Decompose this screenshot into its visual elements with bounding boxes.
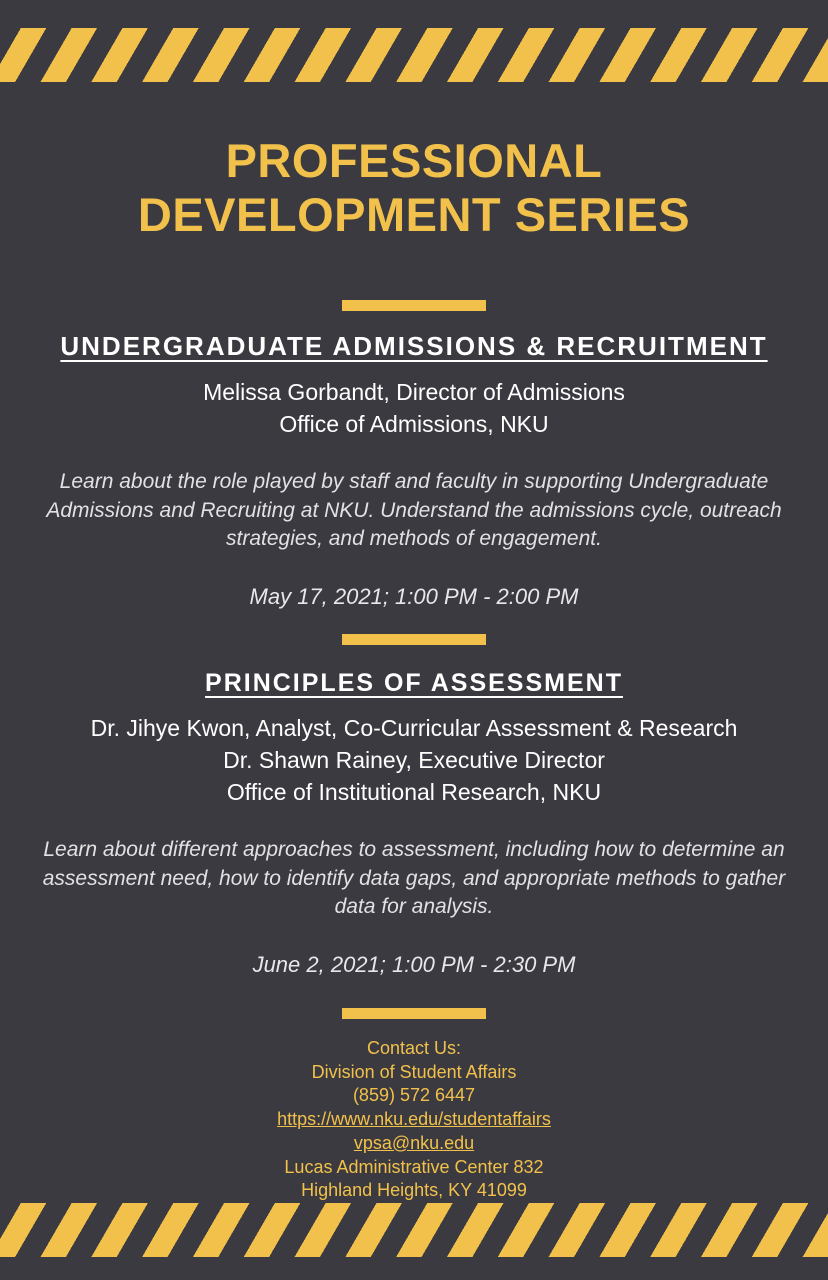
session-presenters bbox=[20, 712, 808, 809]
contact-address-line-2: Highland Heights, KY 41099 bbox=[301, 1180, 527, 1201]
contact-block bbox=[277, 1037, 551, 1203]
presenter-line: Dr. Shawn Rainey, Executive Director bbox=[223, 746, 605, 773]
session-principles-of-assessment bbox=[20, 669, 808, 978]
contact-division: Division of Student Affairs bbox=[311, 1061, 517, 1082]
contact-website-link[interactable]: https://www.nku.edu/studentaffairs bbox=[277, 1109, 551, 1130]
session-datetime: May 17, 2021; 1:00 PM - 2:00 PM bbox=[249, 583, 579, 609]
presenter-office-line: Office of Institutional Research, NKU bbox=[226, 778, 602, 805]
divider-one bbox=[342, 300, 486, 311]
session-description: Learn about the role played by staff and faculty in supporting Undergraduate Admissions and Recruiting at NKU. Understand the admissions cycle, outreach strategies, and methods of engagement. bbox=[46, 469, 782, 551]
session-description: Learn about different approaches to assessment, including how to determine an assessment need, how to identify data gaps, and appropriate methods to gather data for analysis. bbox=[42, 838, 786, 919]
decorative-stripe-bar-top bbox=[0, 28, 828, 82]
session-undergraduate-admissions bbox=[34, 331, 794, 610]
session-title: PRINCIPLES OF ASSESSMENT bbox=[205, 668, 623, 697]
divider-three bbox=[342, 1008, 486, 1019]
session-title: UNDERGRADUATE ADMISSIONS & RECRUITMENT bbox=[60, 330, 768, 361]
contact-email-link[interactable]: vpsa@nku.edu bbox=[353, 1132, 475, 1153]
contact-heading: Contact Us: bbox=[366, 1037, 462, 1058]
contact-phone: (859) 572 6447 bbox=[352, 1085, 476, 1106]
presenter-office-line: Office of Admissions, NKU bbox=[279, 410, 549, 437]
divider-two bbox=[342, 634, 486, 645]
session-datetime: June 2, 2021; 1:00 PM - 2:30 PM bbox=[252, 951, 576, 977]
poster-content bbox=[0, 82, 828, 1203]
page-title-line-2: DEVELOPMENT SERIES bbox=[137, 188, 691, 242]
contact-address-line-1: Lucas Administrative Center 832 bbox=[284, 1156, 544, 1177]
page-title-line-1: PROFESSIONAL bbox=[225, 134, 603, 187]
presenter-line: Dr. Jihye Kwon, Analyst, Co-Curricular Assessment & Research bbox=[90, 714, 738, 741]
page-title bbox=[138, 134, 690, 242]
session-presenters bbox=[34, 376, 794, 440]
presenter-line: Melissa Gorbandt, Director of Admissions bbox=[203, 378, 625, 405]
decorative-stripe-bar-bottom bbox=[0, 1203, 828, 1257]
